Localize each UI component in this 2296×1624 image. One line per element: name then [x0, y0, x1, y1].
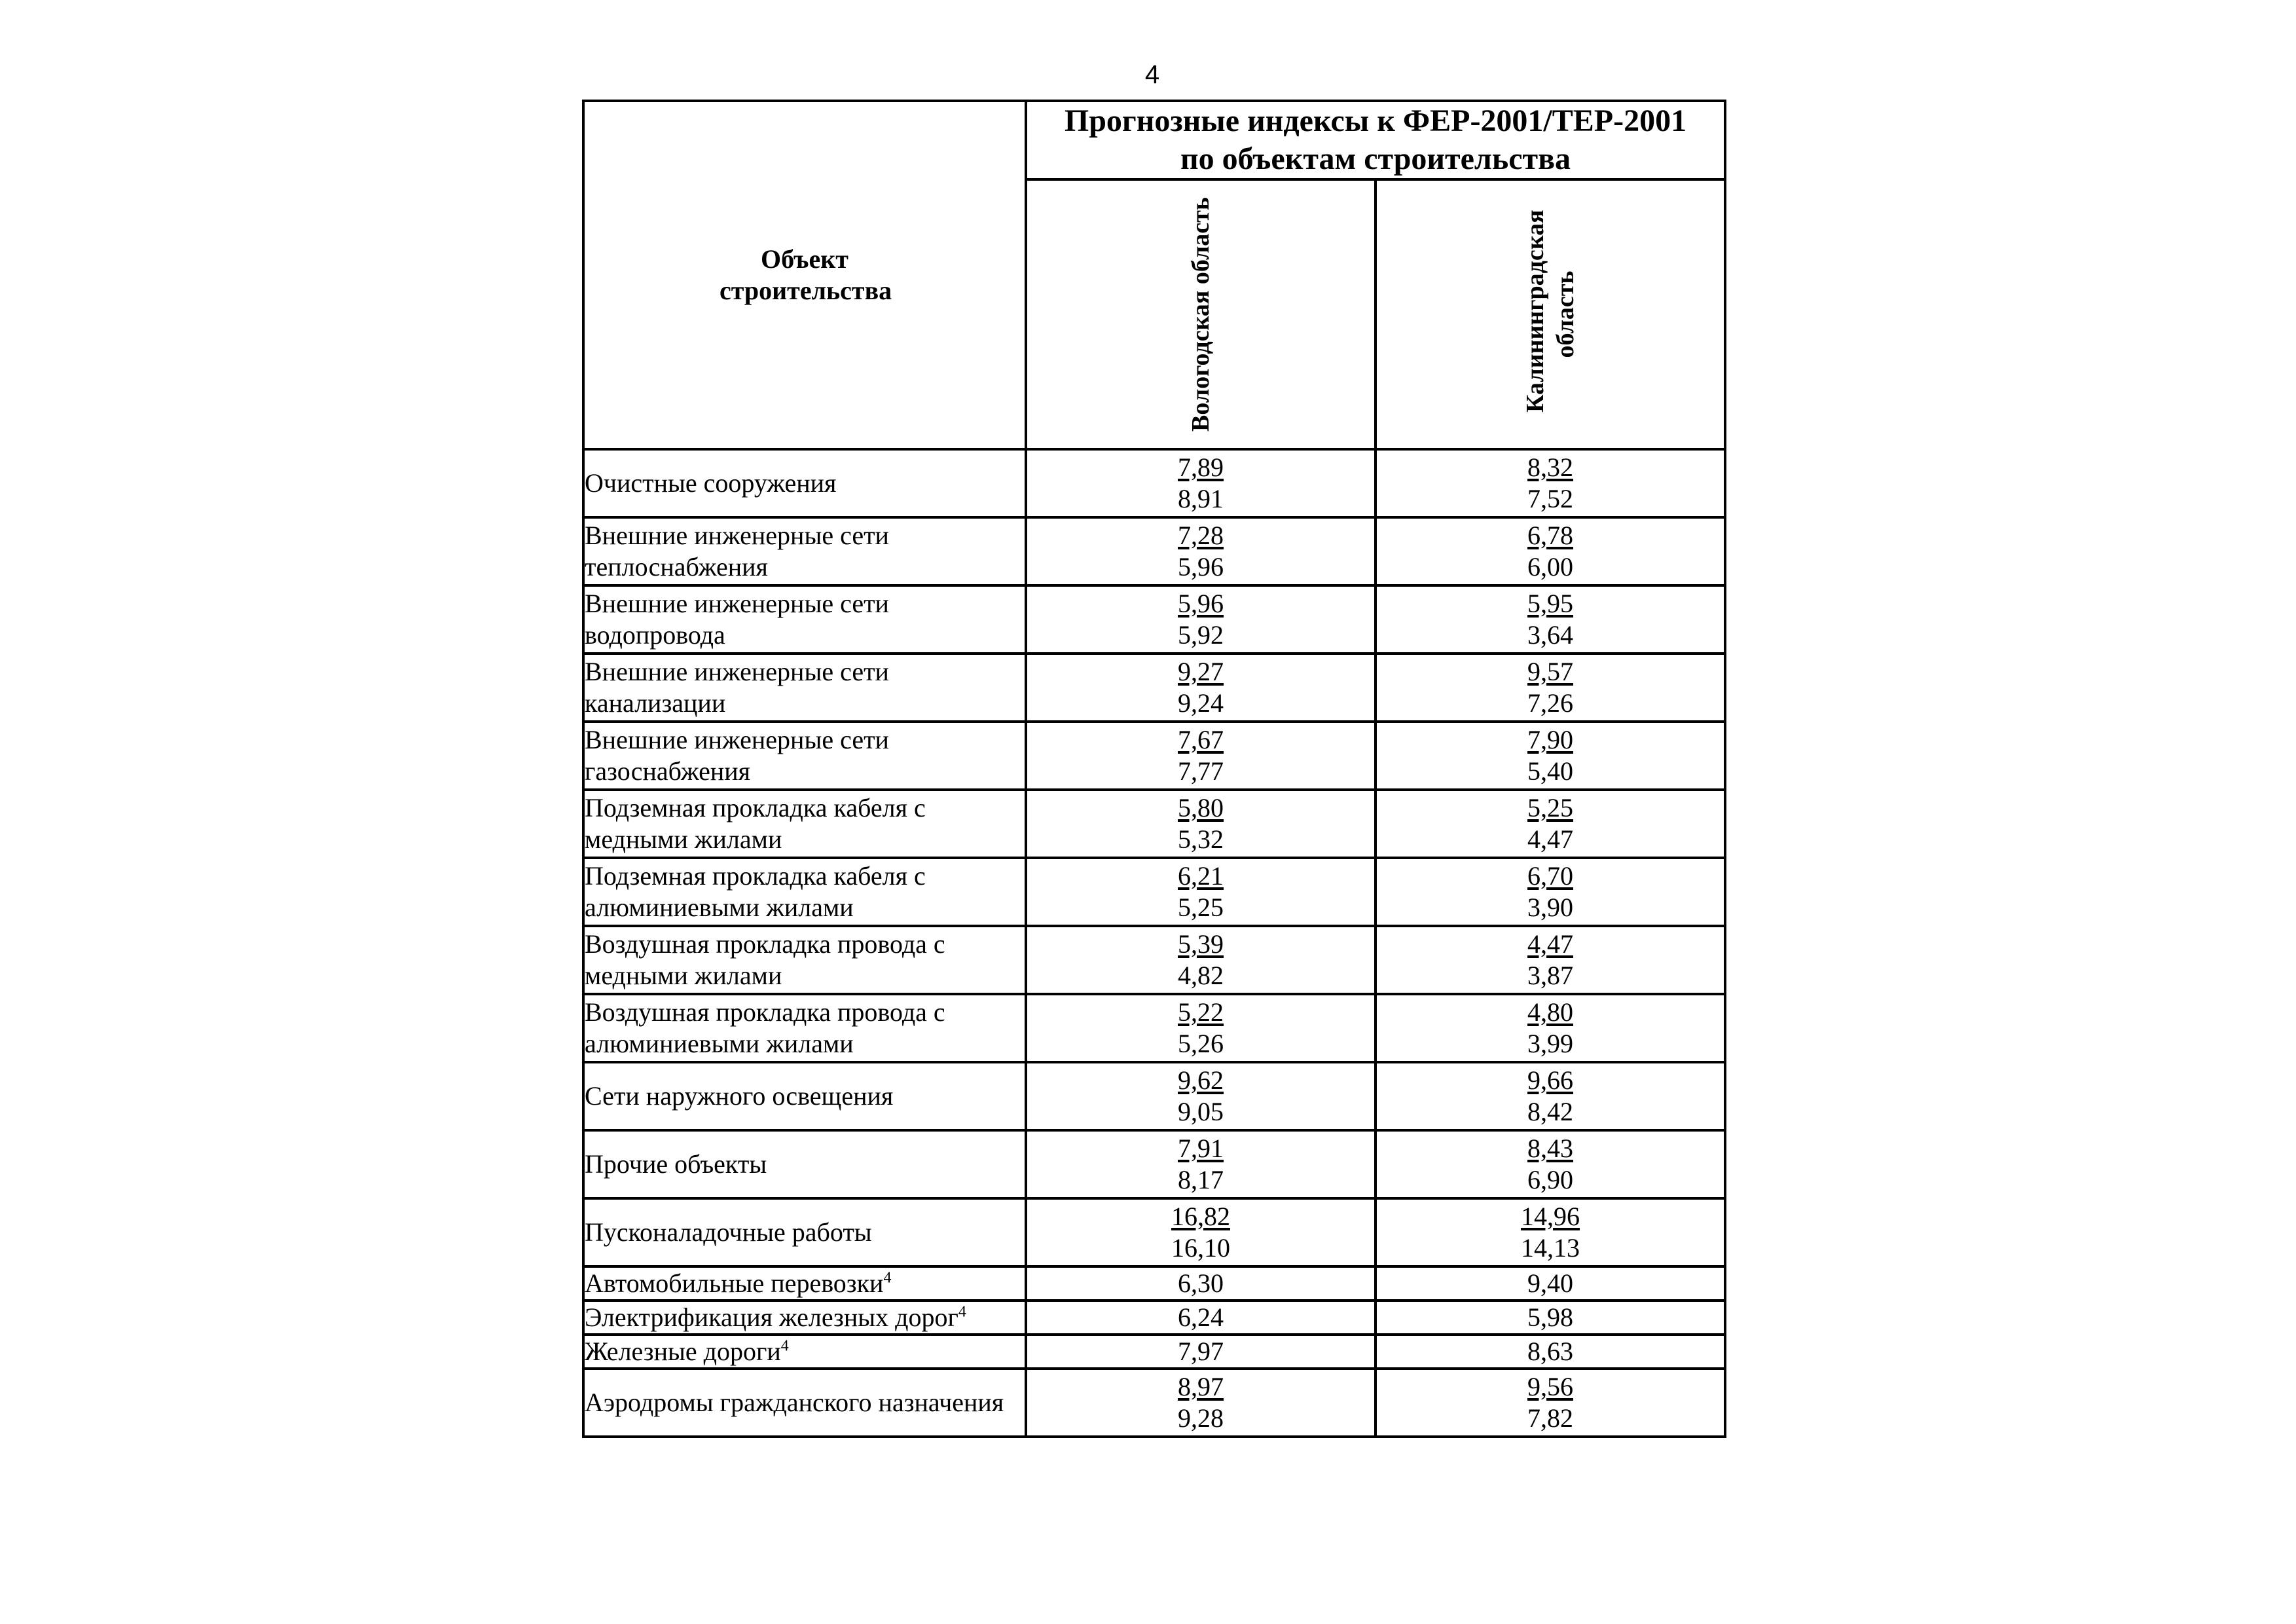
index-value-bottom: 3,87: [1527, 961, 1573, 990]
object-name-cell: [583, 858, 1026, 926]
object-name: Автомобильные перевозки: [585, 1268, 884, 1298]
object-name: Пусконаладочные работы: [585, 1217, 872, 1247]
object-name: Внешние инженерные сети канализации: [585, 657, 889, 718]
index-value-top: 5,80: [1178, 793, 1224, 822]
index-value-top: 5,96: [1178, 589, 1224, 618]
index-value: 9,40: [1527, 1268, 1573, 1298]
kaliningrad-value-cell: [1376, 1062, 1725, 1130]
index-value-top: 9,62: [1178, 1065, 1224, 1095]
object-name: Внешние инженерные сети водопровода: [585, 589, 889, 650]
index-value-bottom: 9,05: [1178, 1097, 1224, 1126]
construction-index-table: [582, 100, 1726, 1438]
index-value-bottom: 7,77: [1178, 756, 1224, 786]
index-value-top: 5,39: [1178, 929, 1224, 959]
object-name-cell: [583, 517, 1026, 585]
index-value-top: 8,43: [1527, 1134, 1573, 1163]
index-value-top: 8,32: [1527, 452, 1573, 482]
vologda-value-cell: [1026, 1301, 1376, 1335]
index-value-bottom: 9,28: [1178, 1403, 1224, 1433]
index-value-bottom: 9,24: [1178, 688, 1224, 718]
object-name: Воздушная прокладка провода с медными жилами: [585, 929, 945, 990]
vologda-value-cell: [1026, 654, 1376, 722]
index-value: 6,30: [1178, 1268, 1224, 1298]
object-name-cell: [583, 1130, 1026, 1198]
table-row: [583, 1335, 1725, 1369]
index-value-top: 9,66: [1527, 1065, 1573, 1095]
index-value-top: 9,56: [1527, 1372, 1573, 1401]
table-row: [583, 449, 1725, 517]
index-value: 5,98: [1527, 1302, 1573, 1332]
object-name-cell: [583, 654, 1026, 722]
vologda-value-cell: [1026, 858, 1376, 926]
object-name-cell: [583, 1369, 1026, 1437]
region-header-kaliningrad: [1376, 179, 1725, 449]
object-name-cell: [583, 790, 1026, 858]
object-name-cell: [583, 449, 1026, 517]
index-value-top: 4,80: [1527, 997, 1573, 1027]
kaliningrad-value-cell: [1376, 654, 1725, 722]
kaliningrad-value-cell: [1376, 1301, 1725, 1335]
forecast-indices-title-text: Прогнозные индексы к ФЕР-2001/ТЕР-2001 по объектам строительства: [1064, 103, 1687, 176]
object-column-header: [583, 101, 1026, 449]
index-value-bottom: 4,82: [1178, 961, 1224, 990]
forecast-indices-title: [1026, 101, 1725, 179]
index-value-bottom: 7,52: [1527, 484, 1573, 513]
index-value-top: 6,21: [1178, 861, 1224, 891]
vologda-value-cell: [1026, 449, 1376, 517]
index-value-bottom: 3,64: [1527, 620, 1573, 650]
index-value-bottom: 5,26: [1178, 1029, 1224, 1058]
index-value-bottom: 7,26: [1527, 688, 1573, 718]
index-value-bottom: 6,90: [1527, 1165, 1573, 1194]
index-value-bottom: 14,13: [1521, 1233, 1580, 1263]
index-value-top: 8,97: [1178, 1372, 1224, 1401]
index-value-top: 7,90: [1527, 725, 1573, 754]
kaliningrad-value-cell: [1376, 858, 1725, 926]
kaliningrad-value-cell: [1376, 1369, 1725, 1437]
object-name: Железные дороги: [585, 1337, 781, 1366]
index-value-top: 7,28: [1178, 521, 1224, 550]
index-value-bottom: 6,00: [1527, 552, 1573, 581]
region-header-vologda: [1026, 179, 1376, 449]
kaliningrad-value-cell: [1376, 926, 1725, 994]
table-row: [583, 585, 1725, 654]
kaliningrad-value-cell: [1376, 1198, 1725, 1266]
index-value-top: 4,47: [1527, 929, 1573, 959]
index-value-bottom: 5,25: [1178, 893, 1224, 922]
object-name: Сети наружного освещения: [585, 1081, 894, 1111]
object-name-cell: [583, 1335, 1026, 1369]
object-name-cell: [583, 585, 1026, 654]
table-row: [583, 1130, 1725, 1198]
vologda-value-cell: [1026, 517, 1376, 585]
index-value: 6,24: [1178, 1302, 1224, 1332]
table-row: [583, 722, 1725, 790]
footnote-marker: 4: [883, 1269, 892, 1287]
vologda-value-cell: [1026, 1369, 1376, 1437]
index-value-top: 16,82: [1171, 1202, 1230, 1231]
vologda-value-cell: [1026, 790, 1376, 858]
object-name-cell: [583, 1266, 1026, 1301]
index-value-top: 14,96: [1521, 1202, 1580, 1231]
footnote-marker: 4: [780, 1337, 789, 1355]
index-value-bottom: 8,91: [1178, 484, 1224, 513]
object-name-cell: [583, 1198, 1026, 1266]
table-row: [583, 926, 1725, 994]
vologda-value-cell: [1026, 585, 1376, 654]
object-name: Очистные сооружения: [585, 468, 837, 498]
table-row: [583, 994, 1725, 1062]
index-value-top: 6,78: [1527, 521, 1573, 550]
vologda-value-cell: [1026, 926, 1376, 994]
vologda-value-cell: [1026, 1062, 1376, 1130]
kaliningrad-value-cell: [1376, 1266, 1725, 1301]
vologda-value-cell: [1026, 722, 1376, 790]
vologda-value-cell: [1026, 1335, 1376, 1369]
vologda-value-cell: [1026, 1266, 1376, 1301]
index-value-top: 6,70: [1527, 861, 1573, 891]
kaliningrad-value-cell: [1376, 994, 1725, 1062]
table-row: [583, 654, 1725, 722]
index-value-bottom: 7,82: [1527, 1403, 1573, 1433]
table-row: [583, 1198, 1725, 1266]
object-name: Подземная прокладка кабеля с алюминиевыми жилами: [585, 861, 926, 922]
object-name-cell: [583, 926, 1026, 994]
index-value-bottom: 8,42: [1527, 1097, 1573, 1126]
object-name: Внешние инженерные сети теплоснабжения: [585, 521, 889, 581]
object-name-cell: [583, 1062, 1026, 1130]
index-value-top: 7,67: [1178, 725, 1224, 754]
object-name: Подземная прокладка кабеля с медными жилами: [585, 793, 926, 854]
kaliningrad-value-cell: [1376, 790, 1725, 858]
index-value-bottom: 4,47: [1527, 824, 1573, 854]
index-value-bottom: 5,96: [1178, 552, 1224, 581]
index-value-bottom: 5,40: [1527, 756, 1573, 786]
table-body: [583, 449, 1725, 1437]
object-name: Воздушная прокладка провода с алюминиевыми жилами: [585, 997, 945, 1058]
index-value-top: 5,95: [1527, 589, 1573, 618]
table-row: [583, 858, 1725, 926]
vologda-value-cell: [1026, 1198, 1376, 1266]
object-name: Аэродромы гражданского назначения: [585, 1388, 1004, 1417]
region-label-kaliningrad: Калининградская область: [1522, 210, 1579, 413]
table-row: [583, 517, 1725, 585]
kaliningrad-value-cell: [1376, 585, 1725, 654]
index-value-bottom: 3,99: [1527, 1029, 1573, 1058]
object-name-cell: [583, 722, 1026, 790]
index-value-top: 9,57: [1527, 657, 1573, 686]
vologda-value-cell: [1026, 1130, 1376, 1198]
index-value-bottom: 8,17: [1178, 1165, 1224, 1194]
kaliningrad-value-cell: [1376, 517, 1725, 585]
object-name-cell: [583, 994, 1026, 1062]
table-row: [583, 1301, 1725, 1335]
object-name: Электрификация железных дорог: [585, 1302, 958, 1332]
index-value-top: 5,25: [1527, 793, 1573, 822]
footnote-marker: 4: [958, 1303, 966, 1321]
index-value-top: 9,27: [1178, 657, 1224, 686]
region-label-vologda: Вологодская область: [1187, 197, 1214, 432]
object-name-cell: [583, 1301, 1026, 1335]
index-value-bottom: 5,92: [1178, 620, 1224, 650]
object-name: Внешние инженерные сети газоснабжения: [585, 725, 889, 786]
vologda-value-cell: [1026, 994, 1376, 1062]
index-value-top: 7,89: [1178, 452, 1224, 482]
page-number: 4: [1144, 60, 1160, 89]
kaliningrad-value-cell: [1376, 722, 1725, 790]
table-row: [583, 1062, 1725, 1130]
table-row: [583, 790, 1725, 858]
index-value-bottom: 16,10: [1171, 1233, 1230, 1263]
index-value-top: 7,91: [1178, 1134, 1224, 1163]
kaliningrad-value-cell: [1376, 449, 1725, 517]
index-value-bottom: 3,90: [1527, 893, 1573, 922]
index-value: 7,97: [1178, 1337, 1224, 1366]
index-value: 8,63: [1527, 1337, 1573, 1366]
object-column-label: Объект строительства: [720, 244, 892, 305]
index-value-bottom: 5,32: [1178, 824, 1224, 854]
kaliningrad-value-cell: [1376, 1335, 1725, 1369]
table-row: [583, 1369, 1725, 1437]
index-value-top: 5,22: [1178, 997, 1224, 1027]
object-name: Прочие объекты: [585, 1149, 767, 1179]
kaliningrad-value-cell: [1376, 1130, 1725, 1198]
table-row: [583, 1266, 1725, 1301]
